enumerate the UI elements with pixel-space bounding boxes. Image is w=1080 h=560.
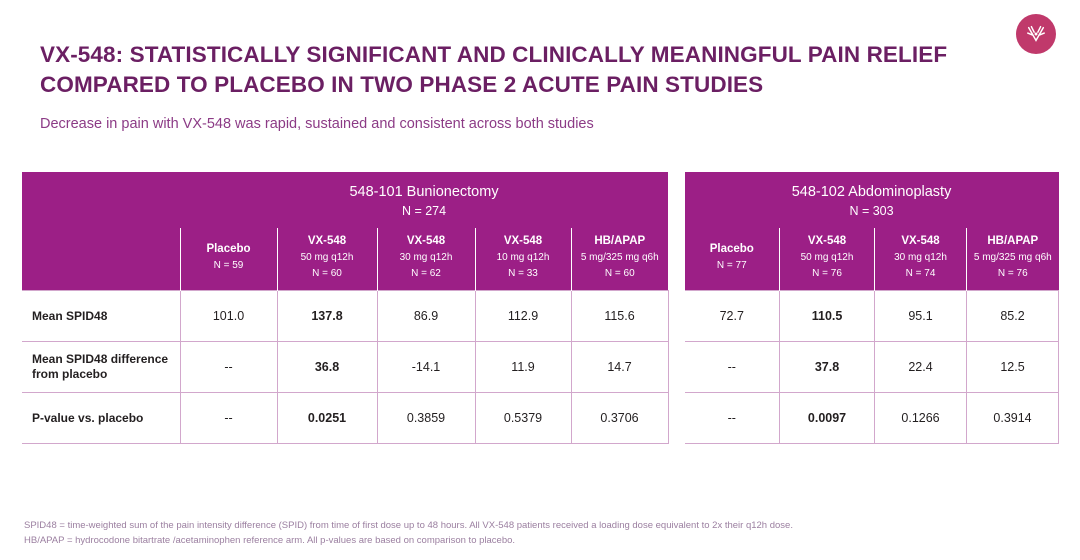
table-548-101 (22, 172, 669, 444)
table-row (685, 291, 1059, 342)
column-header-vx548-30mg (377, 228, 475, 291)
column-name: Placebo (206, 243, 251, 255)
column-n: N = 77 (716, 260, 747, 272)
table-column-header-row (22, 228, 668, 291)
data-cell: -14.1 (377, 342, 475, 393)
column-name: VX-548 (503, 235, 543, 247)
column-dose: 50 mg q12h (300, 252, 354, 264)
data-cell: -- (180, 342, 277, 393)
table-header-band-row (685, 172, 1059, 228)
table-column-header-row (685, 228, 1059, 291)
column-name: VX-548 (807, 235, 847, 247)
column-dose: 5 mg/325 mg q6h (973, 252, 1052, 264)
column-n: N = 76 (812, 268, 842, 280)
data-cell: 37.8 (780, 342, 875, 393)
column-n: N = 62 (411, 268, 441, 280)
column-name: HB/APAP (987, 235, 1039, 247)
table-row (685, 393, 1059, 444)
column-name: VX-548 (406, 235, 446, 247)
footnotes (24, 518, 1054, 548)
study-band-name: 548-101 Bunionectomy (349, 184, 499, 200)
column-n: N = 59 (213, 260, 244, 272)
vertex-logo-icon (1016, 14, 1056, 54)
column-n: N = 60 (312, 268, 342, 280)
data-cell: 110.5 (780, 291, 875, 342)
page-title: VX-548: STATISTICALLY SIGNIFICANT AND CLINICALLY MEANINGFUL PAIN RELIEF COMPARED TO PLACEBO IN TWO PHASE 2 ACUTE PAIN STUDIES (40, 42, 948, 97)
study-band-title (685, 172, 1059, 228)
data-cell: -- (180, 393, 277, 444)
column-name: HB/APAP (594, 235, 646, 247)
column-dose: 30 mg q12h (399, 252, 453, 264)
footnote-line: SPID48 = time-weighted sum of the pain intensity difference (SPID) from time of first dose up to 48 hours. All VX-548 patients received a loading dose equivalent to 2x their q12h dose. (24, 519, 793, 531)
page-subtitle: Decrease in pain with VX-548 was rapid, sustained and consistent across both studies (40, 116, 594, 132)
column-header-vx548-50mg (277, 228, 377, 291)
row-label: P-value vs. placebo (22, 393, 180, 444)
data-cell: 85.2 (967, 291, 1059, 342)
column-n: N = 60 (604, 268, 635, 280)
column-header-placebo (685, 228, 780, 291)
data-cell: -- (685, 393, 780, 444)
study-band-n: N = 303 (849, 204, 894, 218)
data-cell: 0.3706 (571, 393, 668, 444)
column-header-placebo (180, 228, 277, 291)
data-cell: 0.5379 (475, 393, 571, 444)
column-dose: 50 mg q12h (800, 252, 854, 264)
data-cell: 22.4 (875, 342, 967, 393)
data-cell: 12.5 (967, 342, 1059, 393)
table-548-102 (685, 172, 1060, 444)
data-cell: 115.6 (571, 291, 668, 342)
row-label: Mean SPID48 (22, 291, 180, 342)
data-cell: 36.8 (277, 342, 377, 393)
column-n: N = 74 (905, 268, 936, 280)
data-cell: 72.7 (685, 291, 780, 342)
table-row (22, 291, 668, 342)
data-cell: 95.1 (875, 291, 967, 342)
table-header-band-row (22, 172, 668, 228)
column-n: N = 33 (508, 268, 538, 280)
study-band-name: 548-102 Abdominoplasty (791, 184, 952, 200)
column-name: VX-548 (307, 235, 347, 247)
data-cell: 86.9 (377, 291, 475, 342)
column-header-vx548-10mg (475, 228, 571, 291)
column-n: N = 76 (997, 268, 1028, 280)
column-name: Placebo (709, 243, 754, 255)
tables-container (22, 172, 1058, 444)
data-cell: 0.3859 (377, 393, 475, 444)
footnote-line: HB/APAP = hydrocodone bitartrate /acetaminophen reference arm. All p-values are based on comparison to placebo. (24, 534, 516, 546)
study-band-n: N = 274 (401, 204, 447, 218)
table-row (22, 342, 668, 393)
column-dose: 5 mg/325 mg q6h (580, 252, 659, 264)
data-cell: 137.8 (277, 291, 377, 342)
table-row (22, 393, 668, 444)
data-cell: 0.1266 (875, 393, 967, 444)
data-cell: -- (685, 342, 780, 393)
data-cell: 0.3914 (967, 393, 1059, 444)
column-header-vx548-30mg (875, 228, 967, 291)
column-header-hb-apap (571, 228, 668, 291)
data-cell: 11.9 (475, 342, 571, 393)
row-label: Mean SPID48 difference from placebo (22, 342, 180, 393)
column-dose: 30 mg q12h (894, 252, 947, 264)
column-dose: 10 mg q12h (496, 252, 550, 264)
data-cell: 112.9 (475, 291, 571, 342)
corner-cell (22, 228, 180, 291)
study-band-title (180, 172, 668, 228)
column-header-vx548-50mg (780, 228, 875, 291)
corner-cell (22, 172, 180, 228)
column-name: VX-548 (901, 235, 940, 247)
table-row (685, 342, 1059, 393)
data-cell: 14.7 (571, 342, 668, 393)
column-header-hb-apap (967, 228, 1059, 291)
data-cell: 101.0 (180, 291, 277, 342)
data-cell: 0.0251 (277, 393, 377, 444)
data-cell: 0.0097 (780, 393, 875, 444)
